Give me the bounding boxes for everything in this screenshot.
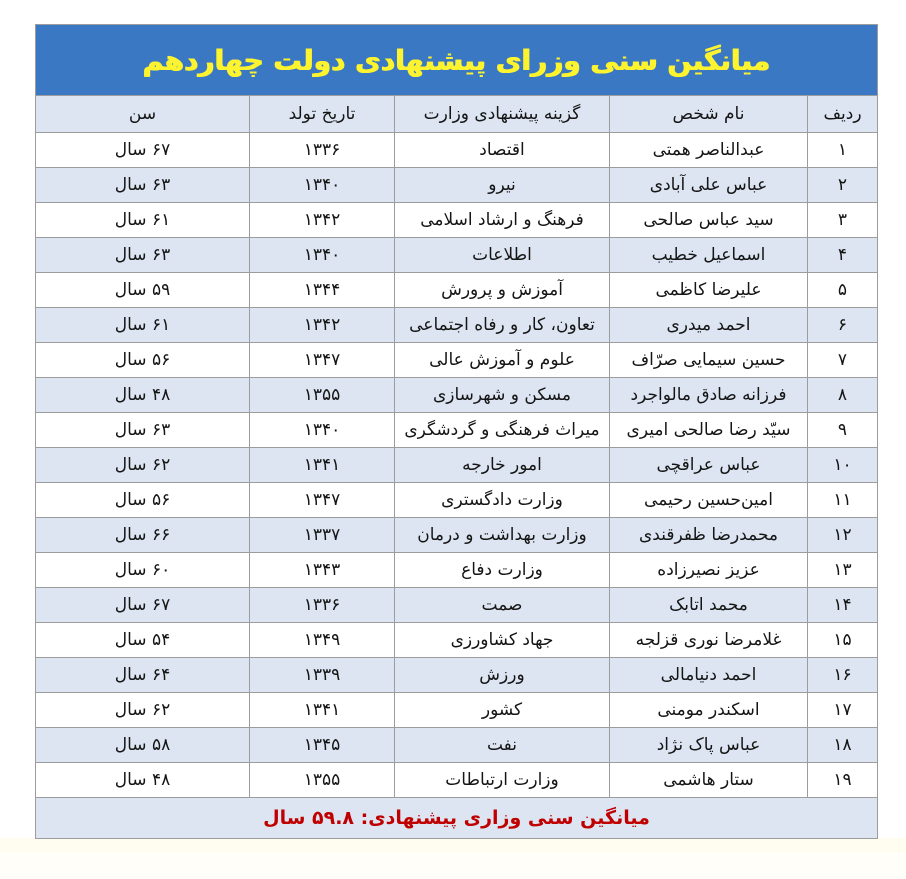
- cell-row-number: ۱۰: [808, 448, 878, 483]
- cell-age: ۴۸ سال: [35, 378, 249, 413]
- table-row: [35, 203, 877, 238]
- table-body: [35, 133, 877, 798]
- cell-proposed-ministry: صمت: [395, 588, 610, 623]
- cell-birth-year: ۱۳۴۹: [250, 623, 395, 658]
- cell-age: ۶۴ سال: [35, 658, 249, 693]
- cell-birth-year: ۱۳۴۰: [250, 168, 395, 203]
- table-title: میانگین سنی وزرای پیشنهادی دولت چهاردهم: [35, 25, 877, 96]
- cell-row-number: ۲: [808, 168, 878, 203]
- cell-birth-year: ۱۳۴۱: [250, 448, 395, 483]
- cell-proposed-ministry: نیرو: [395, 168, 610, 203]
- cell-birth-year: ۱۳۳۶: [250, 133, 395, 168]
- cell-proposed-ministry: وزارت دادگستری: [395, 483, 610, 518]
- cell-person-name: عبدالناصر همتی: [610, 133, 808, 168]
- cell-birth-year: ۱۳۴۷: [250, 483, 395, 518]
- cell-age: ۶۶ سال: [35, 518, 249, 553]
- cell-birth-year: ۱۳۴۰: [250, 238, 395, 273]
- cell-proposed-ministry: تعاون، کار و رفاه اجتماعی: [395, 308, 610, 343]
- cell-person-name: محمدرضا ظفرقندی: [610, 518, 808, 553]
- table-row: [35, 238, 877, 273]
- cell-age: ۴۸ سال: [35, 763, 249, 798]
- cell-proposed-ministry: میراث فرهنگی و گردشگری: [395, 413, 610, 448]
- table-row: [35, 133, 877, 168]
- cell-person-name: احمد میدری: [610, 308, 808, 343]
- cell-person-name: اسکندر مومنی: [610, 693, 808, 728]
- cell-age: ۶۷ سال: [35, 133, 249, 168]
- cell-age: ۵۹ سال: [35, 273, 249, 308]
- table-row: [35, 343, 877, 378]
- cell-birth-year: ۱۳۳۷: [250, 518, 395, 553]
- table-row: [35, 308, 877, 343]
- cell-proposed-ministry: وزارت دفاع: [395, 553, 610, 588]
- cell-age: ۶۷ سال: [35, 588, 249, 623]
- cell-proposed-ministry: اقتصاد: [395, 133, 610, 168]
- cell-proposed-ministry: نفت: [395, 728, 610, 763]
- footer-row: [35, 798, 877, 839]
- cell-person-name: عباس پاک نژاد: [610, 728, 808, 763]
- table-row: [35, 448, 877, 483]
- cell-birth-year: ۱۳۵۵: [250, 378, 395, 413]
- cell-proposed-ministry: آموزش و پرورش: [395, 273, 610, 308]
- cell-person-name: فرزانه صادق مالواجرد: [610, 378, 808, 413]
- cell-person-name: امین‌حسین رحیمی: [610, 483, 808, 518]
- cell-age: ۵۴ سال: [35, 623, 249, 658]
- column-header-row-number: ردیف: [808, 96, 878, 133]
- cell-row-number: ۱۶: [808, 658, 878, 693]
- cell-age: ۶۰ سال: [35, 553, 249, 588]
- table-row: [35, 273, 877, 308]
- cell-age: ۵۶ سال: [35, 483, 249, 518]
- cell-birth-year: ۱۳۴۷: [250, 343, 395, 378]
- cell-row-number: ۴: [808, 238, 878, 273]
- minister-age-table: [35, 24, 878, 839]
- cell-row-number: ۱۷: [808, 693, 878, 728]
- cell-row-number: ۱۳: [808, 553, 878, 588]
- cell-age: ۶۳ سال: [35, 238, 249, 273]
- title-row: [35, 25, 877, 96]
- cell-row-number: ۷: [808, 343, 878, 378]
- header-row: [35, 96, 877, 133]
- cell-person-name: سید عباس صالحی: [610, 203, 808, 238]
- cell-proposed-ministry: جهاد کشاورزی: [395, 623, 610, 658]
- cell-proposed-ministry: ورزش: [395, 658, 610, 693]
- cell-age: ۶۲ سال: [35, 693, 249, 728]
- cell-person-name: عباس علی آبادی: [610, 168, 808, 203]
- cell-proposed-ministry: امور خارجه: [395, 448, 610, 483]
- cell-person-name: احمد دنیامالی: [610, 658, 808, 693]
- column-header-birth-year: تاریخ تولد: [250, 96, 395, 133]
- cell-birth-year: ۱۳۴۲: [250, 203, 395, 238]
- cell-row-number: ۶: [808, 308, 878, 343]
- cell-row-number: ۱۴: [808, 588, 878, 623]
- cell-age: ۵۸ سال: [35, 728, 249, 763]
- cell-proposed-ministry: وزارت ارتباطات: [395, 763, 610, 798]
- cell-birth-year: ۱۳۴۴: [250, 273, 395, 308]
- cell-birth-year: ۱۳۴۳: [250, 553, 395, 588]
- table-row: [35, 763, 877, 798]
- cell-birth-year: ۱۳۳۶: [250, 588, 395, 623]
- cell-row-number: ۹: [808, 413, 878, 448]
- table-row: [35, 693, 877, 728]
- cell-row-number: ۳: [808, 203, 878, 238]
- table-row: [35, 553, 877, 588]
- cell-person-name: حسین سیمایی صرّاف: [610, 343, 808, 378]
- minister-age-table-wrap: [35, 24, 878, 839]
- cell-row-number: ۱۹: [808, 763, 878, 798]
- cell-person-name: اسماعیل خطیب: [610, 238, 808, 273]
- table-row: [35, 658, 877, 693]
- cell-person-name: ستار هاشمی: [610, 763, 808, 798]
- cell-person-name: غلامرضا نوری قزلجه: [610, 623, 808, 658]
- cell-row-number: ۱: [808, 133, 878, 168]
- cell-row-number: ۱۵: [808, 623, 878, 658]
- column-header-age: سن: [35, 96, 249, 133]
- cell-age: ۶۳ سال: [35, 168, 249, 203]
- column-header-proposed-ministry: گزینه پیشنهادی وزارت: [395, 96, 610, 133]
- cell-person-name: عزیز نصیرزاده: [610, 553, 808, 588]
- cell-age: ۵۶ سال: [35, 343, 249, 378]
- table-row: [35, 518, 877, 553]
- cell-age: ۶۱ سال: [35, 308, 249, 343]
- table-row: [35, 378, 877, 413]
- cell-row-number: ۱۲: [808, 518, 878, 553]
- cell-birth-year: ۱۳۴۱: [250, 693, 395, 728]
- average-age-summary: میانگین سنی وزاری پیشنهادی: ۵۹.۸ سال: [35, 798, 877, 839]
- cell-row-number: ۵: [808, 273, 878, 308]
- cell-person-name: محمد اتابک: [610, 588, 808, 623]
- cell-proposed-ministry: وزارت بهداشت و درمان: [395, 518, 610, 553]
- cell-age: ۶۱ سال: [35, 203, 249, 238]
- cell-proposed-ministry: اطلاعات: [395, 238, 610, 273]
- table-row: [35, 588, 877, 623]
- cell-proposed-ministry: کشور: [395, 693, 610, 728]
- cell-birth-year: ۱۳۳۹: [250, 658, 395, 693]
- cell-row-number: ۱۸: [808, 728, 878, 763]
- cell-birth-year: ۱۳۴۲: [250, 308, 395, 343]
- cell-proposed-ministry: فرهنگ و ارشاد اسلامی: [395, 203, 610, 238]
- cell-birth-year: ۱۳۴۰: [250, 413, 395, 448]
- table-row: [35, 623, 877, 658]
- cell-person-name: عباس عراقچی: [610, 448, 808, 483]
- cell-row-number: ۸: [808, 378, 878, 413]
- cell-person-name: سیّد رضا صالحی امیری: [610, 413, 808, 448]
- table-row: [35, 483, 877, 518]
- cell-row-number: ۱۱: [808, 483, 878, 518]
- table-row: [35, 728, 877, 763]
- cell-birth-year: ۱۳۵۵: [250, 763, 395, 798]
- cell-person-name: علیرضا کاظمی: [610, 273, 808, 308]
- cell-birth-year: ۱۳۴۵: [250, 728, 395, 763]
- cell-proposed-ministry: مسکن و شهرسازی: [395, 378, 610, 413]
- table-row: [35, 413, 877, 448]
- column-header-person-name: نام شخص: [610, 96, 808, 133]
- cell-age: ۶۲ سال: [35, 448, 249, 483]
- table-row: [35, 168, 877, 203]
- cell-age: ۶۳ سال: [35, 413, 249, 448]
- cell-proposed-ministry: علوم و آموزش عالی: [395, 343, 610, 378]
